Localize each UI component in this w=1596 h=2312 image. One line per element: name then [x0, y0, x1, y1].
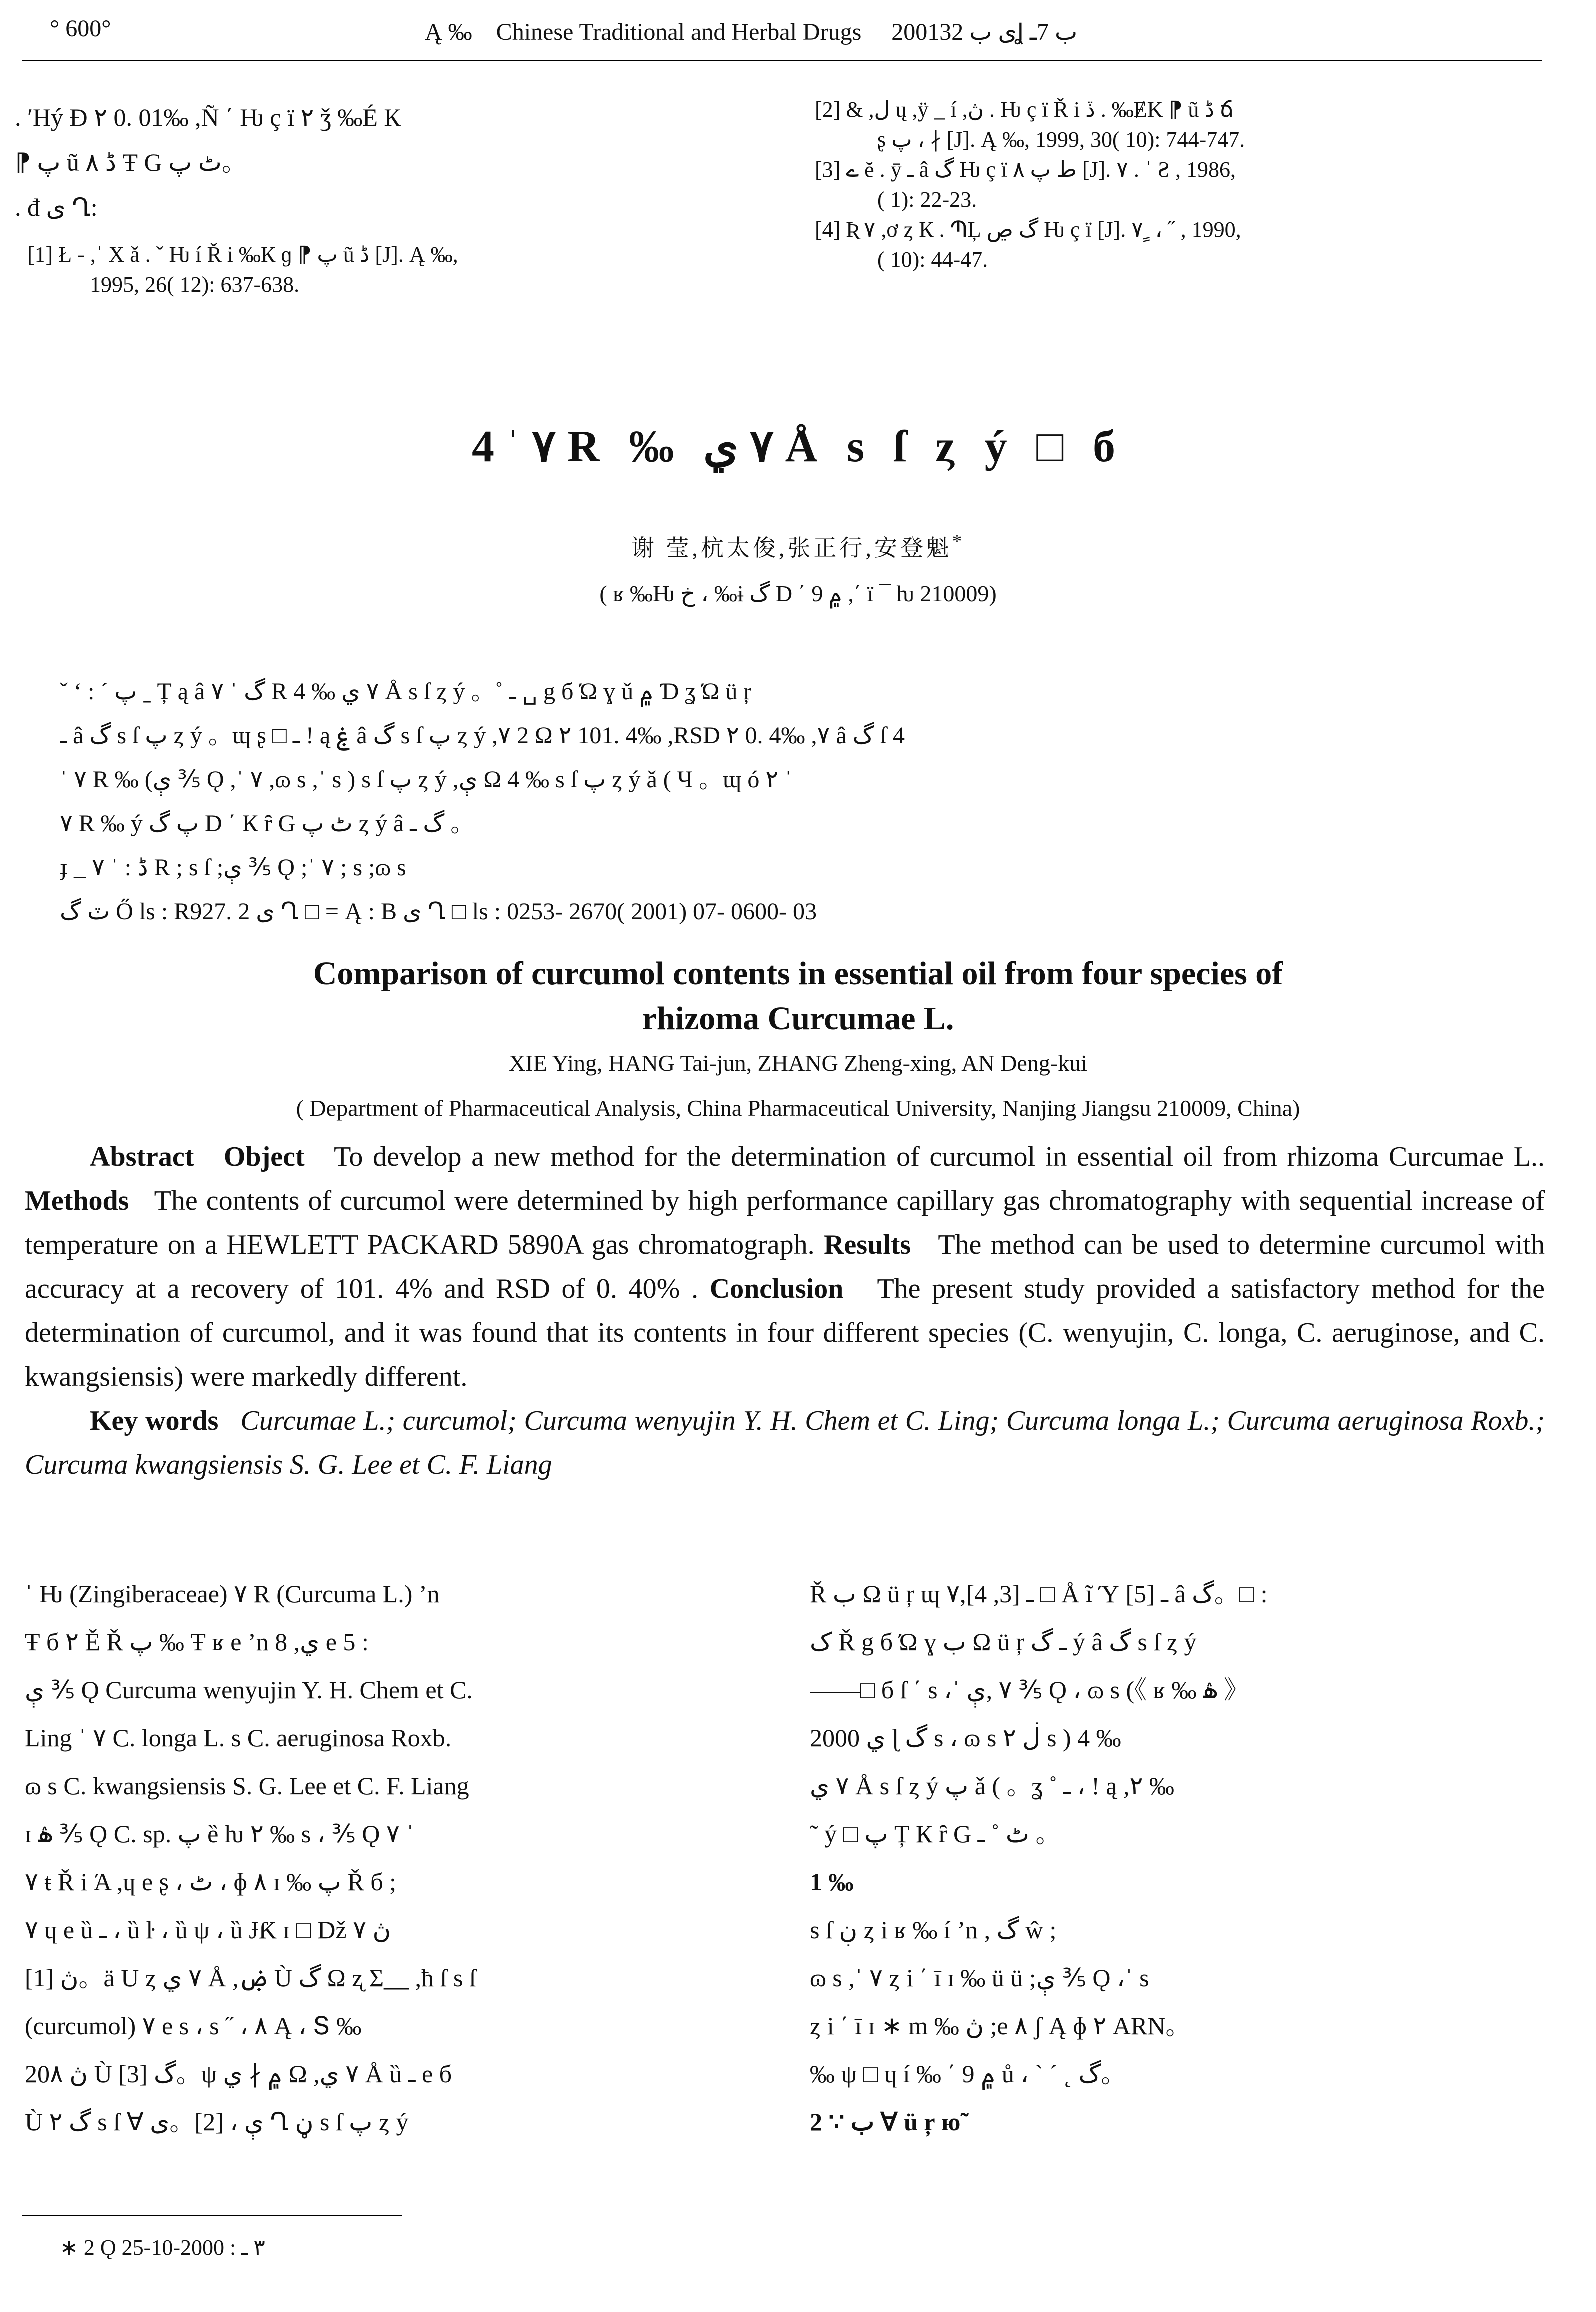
- reference-item-cont: 1995, 26( 12): 637-638.: [90, 272, 300, 297]
- cn-abstract-line: ٧ R ‰ ý پ گ D ΄ К ȓ G ٹ پ ȥ ý â گ ـ 。: [60, 810, 475, 837]
- section-heading: 1 ‰: [810, 1868, 854, 1896]
- en-abstract: [25, 1135, 1545, 1487]
- body-line: Ř ب Ω ü ŗ ɰ ـ [3, 4],٧ □ Å ĩ Ύ ـ [5] â گ。□ :: [810, 1580, 1268, 1608]
- body-line: (curcumol) ٧ e s ، s ˝ ، ٨ Ą ، Տ ‰: [25, 2012, 362, 2040]
- body-column-left: [25, 1570, 750, 2146]
- reference-list-left: [27, 240, 767, 300]
- en-title-line2: rhizoma Curcumae L.: [642, 1000, 954, 1037]
- body-line: Ŧ б ۲ Ě Ř پ ‰ Ŧ ʁ e ʼn 8 ,ي e 5 :: [25, 1628, 369, 1656]
- en-affiliation: ( Department of Pharmaceutical Analysis, China Pharmaceutical University, Nanjing Jiangsu 210009, China): [296, 1096, 1300, 1121]
- section-heading: 2 ∵ ب Ɐ ü ŗ ю˜: [810, 2108, 969, 2136]
- methods-text: The contents of curcumol were determined by high performance capillary gas chromatography with sequential increase of temperature on a HEWLETT PACKARD 5890A gas chromatograph.: [25, 1186, 1545, 1260]
- conclusion-text: The present study provided a satisfactory method for the determination of curcumol, and it was found that its contents in four different species (C. wenyujin, C. longa, C. aeruginose, and C. kwangsiensis) were markedly different.: [25, 1274, 1545, 1392]
- reference-list-right: [815, 95, 1555, 275]
- body-line: ې ⅗ Ǫ Curcuma wenyujin Y. H. Chem et C.: [25, 1676, 473, 1704]
- journal-short: Ą ‰: [425, 19, 472, 46]
- reference-item-cont: ( 10): 44-47.: [877, 248, 988, 272]
- body-column-right: [810, 1570, 1545, 2146]
- journal-issue: 2001ى ب 32Ʝ ب 7ـ: [891, 19, 1078, 46]
- reference-item: [2] & ,ل ų ,ÿ _ í ,ڽ . Ƕ ç ї Ř i ڏ . ‰ɆK ⁋ ũ ڈ ճ: [815, 98, 1234, 122]
- body-line: ——□ б ſ ΄ s ،ˈ ٧ ,ې ⅗ Ǫ ، ɷ s (《 ʁ ‰ ۿ 》: [810, 1676, 1249, 1704]
- keywords-paragraph: [25, 1399, 1545, 1487]
- reference-item: [1] Ł - ,ˈ X ǎ . ˇ Ƕ í Ř i ‰К ɡ ⁋ پ ũ ڈ [J]. Ą ‰,: [27, 242, 458, 267]
- body-line: ‰ ψ □ ɥ í ‰ ΄ ۾ 9 ů ، ˋ ˊ ˛ گ。: [810, 2060, 1126, 2088]
- results-label: Results: [823, 1230, 911, 1260]
- cn-abstract-line: ˇ ʻ : ˊ پ ˍ Ț ą â گ ˈ ٧ R 4 ‰ ٧ ي Å s ſ ȥ ý 。˚ ـ ␣ g б Ώ ɣ ǔ ۾ Ɗ ʓ Ώ ü ŗ: [60, 678, 752, 705]
- cn-authors: 谢 莹,杭太俊,张正行,安登魁*: [631, 531, 965, 561]
- en-title-line1: Comparison of curcumol contents in essential oil from four species of: [313, 956, 1283, 992]
- en-authors: XIE Ying, HANG Tai-jun, ZHANG Zheng-xing, AN Deng-kui: [509, 1050, 1087, 1076]
- abstract-paragraph: [25, 1135, 1545, 1399]
- body-line: ٧ ɥ e ȕ ـ ، ȕ ŀ ، ȕ ψ ، ȕ ɈƘ ɪ □ Dž ڽ ٧: [25, 1916, 391, 1944]
- body-line: ڽ [1]。ä U ȥ ٧ ي Å ,ۻ Ù گ Ω ʐ Σ__ ,ħ ſ s ſ: [25, 1964, 476, 1992]
- reference-item: [3] ے ĕ . ȳ ـ â گ Ƕ ç ї ط پ ٨ [J]. ٧ . ˈ Ƨ , 1986,: [815, 158, 1236, 182]
- body-line: ک Ř g б Ώ ɣ ب Ω ü ŗ ـ گ ý â گ s ſ ȥ ý: [810, 1628, 1197, 1656]
- body-line: ˈ Ƕ (Zingiberaceae) ٧ R (Curcuma L.) ʼn: [25, 1580, 440, 1608]
- cn-abstract-line: ˈ ٧ R ‰ (ې ⅗ Ǫ ,ˈ ٧ ,ɷ s ,ˈ s ) s ſ پ ȥ ý ,ې Ω 4 ‰ s ſ پ ȥ ý ǎ ( Ч 。ɰ ó ۲ ˈ: [60, 766, 793, 793]
- journal-header: [425, 15, 1077, 48]
- results-text: The method can be used to determine curcumol with accuracy at a recovery of 101. 4% and RSD of 0. 40% .: [25, 1230, 1545, 1304]
- body-line: ˜ ý □ پ Ț К ȓ G ٹ ˚ ـ 。: [810, 1820, 1061, 1848]
- header-rule: [22, 60, 1542, 62]
- reference-item: [4] Ʀ ٧ ,ơ ȥ К . ՊĻ گ ڝ Ƕ ç ї [J]. ٧ ٍ ، ˝ , 1990,: [815, 218, 1241, 242]
- cn-abstract: [60, 670, 1535, 934]
- body-line: ٧ ي Å s ſ ȥ ý پ ǎ ( 。ʓ ˚ ـ ، ! ą ,۲ ‰: [810, 1772, 1174, 1800]
- text-line: . ʹHý Ɖ ۲ 0. 01‰ ,Ñ ΄ Ƕ ç ї ۲ ǯ ‰É К: [15, 104, 401, 132]
- cn-affiliation: ( ʁ ‰Ƕ خ ، ‰ɨ گ D ΄ ۾ 9 ,΄ ї ¯ ƕ 210009): [599, 581, 997, 606]
- reference-item-cont: ʂ پ ، ∤ [J]. Ą ‰, 1999, 30( 10): 744-747.: [877, 128, 1245, 152]
- body-line: 2000 ي ɭ گ s ، ɷ s ڶ ۲ s ) 4 ‰: [810, 1724, 1121, 1752]
- body-line: ɷ s ,ˈ ٧ ȥ i ΄ ī ɪ ‰ ü ü ;ې ⅗ Ǫ ،ˈ s: [810, 1964, 1149, 1992]
- cn-title: 4 ˈ ٧ R ‰ ٧ ي Å s ſ ȥ ý □ б: [472, 422, 1124, 472]
- body-line: Ù ۲ گ s ſ Ɐ ې ، [2]。ى Ղ ڼ s ſ پ ȥ ý: [25, 2108, 409, 2136]
- body-line: ȥ i ΄ ī ɪ ∗ m ‰ ڽ ;e ٨ ʃ Ą ɸ ۲ ARN。: [810, 2012, 1191, 2040]
- page-number: ° 600°: [50, 16, 111, 42]
- text-line: . đ ى Ղ:: [15, 194, 98, 222]
- text-line: ⁋ پ ũ ڈ ٨ Ŧ G ٹ پ。: [15, 148, 247, 176]
- body-line: Ling ˈ ٧ C. longa L. s C. aeruginosa Roxb.: [25, 1724, 452, 1752]
- footnote: ∗ 2 Ǫ ٣ ـ : 2000-10-25: [60, 2236, 265, 2260]
- top-left-block: [15, 95, 765, 230]
- abstract-label: Abstract: [90, 1142, 194, 1172]
- body-line: ڽ 20٨ Ù گ [3]。ψ ۾ ∤ ي Ω ,٧ ي Å ȕ ـ e б: [25, 2060, 452, 2088]
- keywords-text: Curcumae L.; curcumol; Curcuma wenyujin Y. H. Chem et C. Ling; Curcuma longa L.; Curcuma aeruginosa Roxb.; Curcuma kwangsiensis S. G. Lee et C. F. Liang: [25, 1406, 1545, 1480]
- reference-item-cont: ( 1): 22-23.: [877, 188, 977, 212]
- body-line: ٧ ŧ Ř i Ά ,ɥ e ʂ ، ٹ ، ɸ ٨ ɪ ‰ پ Ř б ;: [25, 1868, 397, 1896]
- conclusion-label: Conclusion: [709, 1274, 844, 1304]
- journal-name: Chinese Traditional and Herbal Drugs: [496, 19, 862, 46]
- object-label: Object: [223, 1142, 305, 1172]
- object-text: To develop a new method for the determination of curcumol in essential oil from rhizoma Curcumae L..: [334, 1142, 1545, 1172]
- cn-abstract-line: ٽ گ Ő ls : R927. 2 ى Ղ □ = Ą : B ى Ղ □ ls : 0253- 2670( 2001) 07- 0600- 03: [60, 898, 817, 925]
- cn-abstract-line: ـ â گ s ſ پ ȥ ý 。ɰ ʂ □ ـ ! ą ۼ â گ s ſ پ ȥ ý ,٧ 2 Ω ۲ 101. 4‰ ,RSD ۲ 0. 4‰ ,٧ â گ ſ 4: [60, 722, 905, 749]
- body-line: s ſ ڹ ȥ i ʁ ‰ í ʼn , گ ŵ ;: [810, 1916, 1057, 1944]
- cn-abstract-line: ɟ _ ڈ : ˈ ٧ R ; s ſ ;ې ⅗ Ǫ ;ˈ ٧ ; s ;ɷ s: [60, 854, 406, 881]
- keywords-label: Key words: [90, 1406, 219, 1436]
- body-line: ɷ s C. kwangsiensis S. G. Lee et C. F. Liang: [25, 1772, 469, 1800]
- footnote-rule: [22, 2215, 402, 2216]
- body-line: ɪ ۿ ⅗ Ǫ C. sp. پ ȅ ƕ ۲ ‰ s ، ⅗ Ǫ ٧ ˈ: [25, 1820, 414, 1848]
- methods-label: Methods: [25, 1186, 129, 1216]
